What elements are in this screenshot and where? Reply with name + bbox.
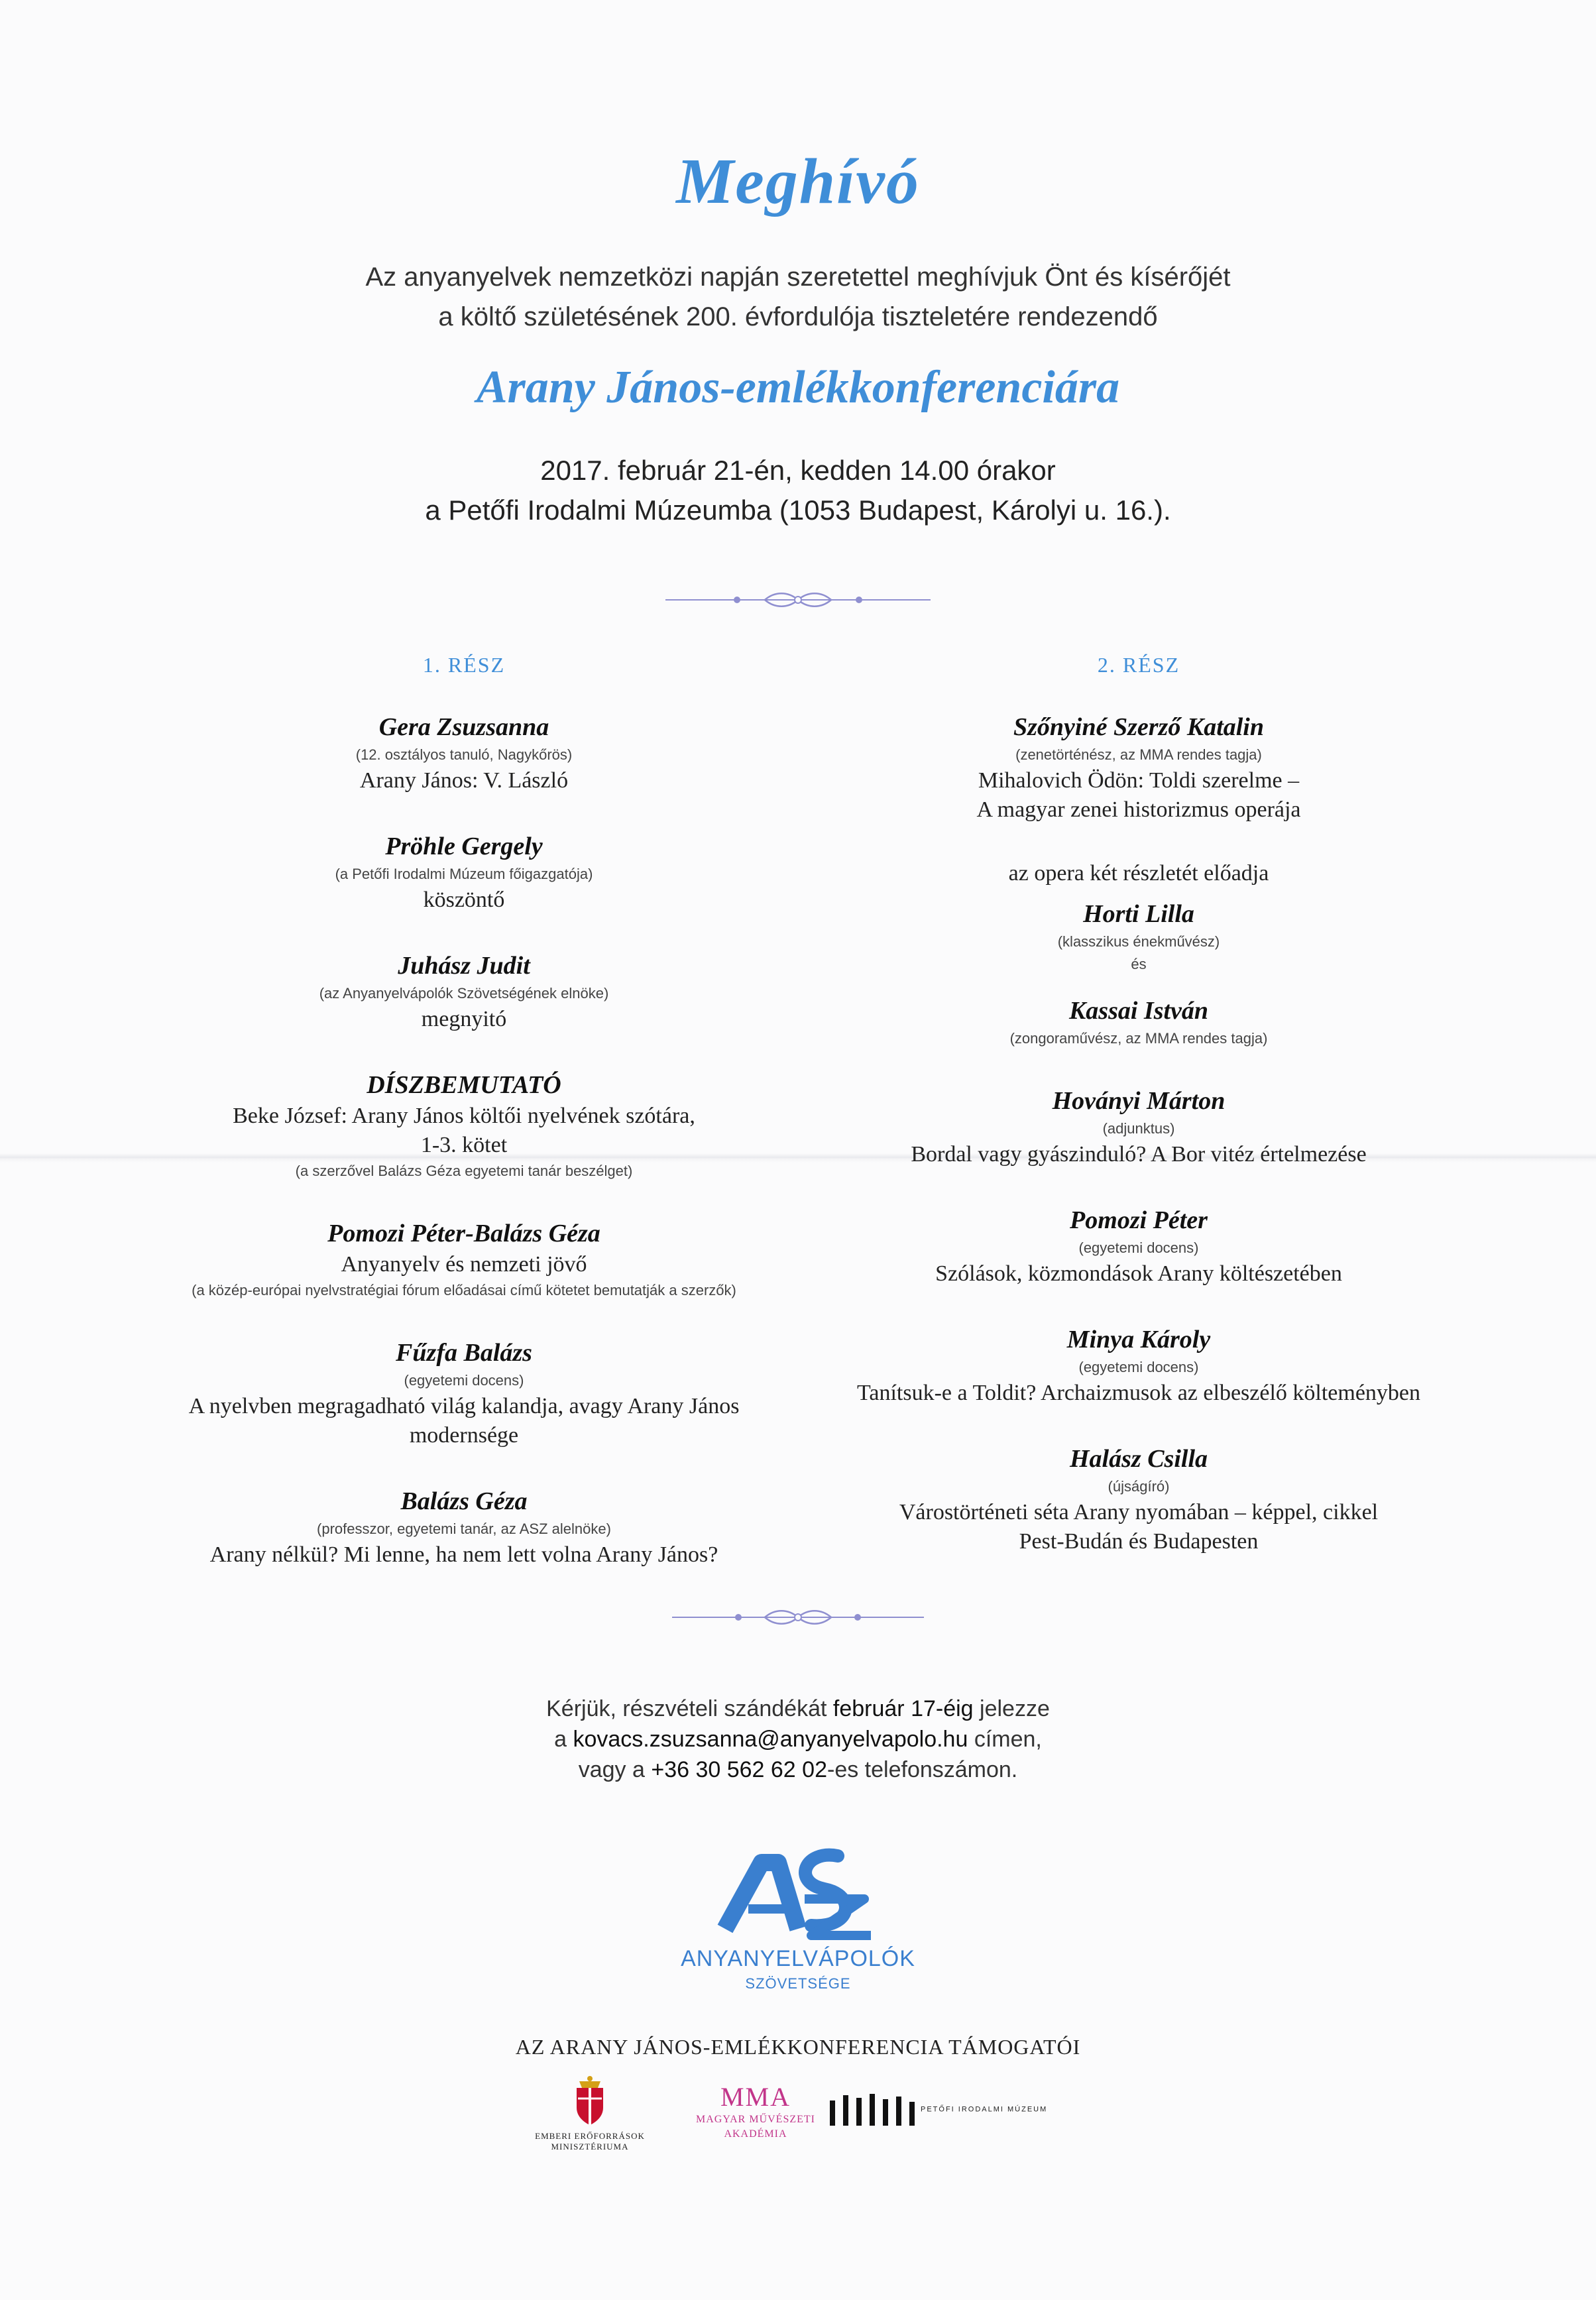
program-item [133,949,795,1034]
speaker-name: Pomozi Péter [1070,1206,1208,1234]
asz-logo [699,1836,897,1945]
speaker-name: Horti Lilla [1083,900,1194,928]
talk-title: megnyitó [421,1007,507,1031]
speaker-role: (12. osztályos tanuló, Nagykőrös) [355,746,573,763]
rsvp-deadline: február 17-éig [832,1696,974,1721]
sponsor-mma [689,2081,822,2142]
part-2-heading: 2. RÉSZ [1097,653,1180,677]
org-name-2: SZÖVETSÉGE [745,1975,851,1992]
ornament-divider-top [665,590,931,610]
rsvp-text-part: jelezze [973,1696,1050,1721]
program-part-2 [807,653,1470,1591]
emmi-line-2: MINISZTÉRIUMA [551,2142,629,2152]
speaker-name: Szőnyiné Szerző Katalin [1013,713,1264,741]
talk-title: köszöntő [423,888,505,912]
speaker-role: (a szerzővel Balázs Géza egyetemi tanár beszélget) [295,1163,633,1179]
talk-title-cont: modernsége [409,1423,519,1448]
speaker-name: Balázs Géza [400,1487,528,1515]
talk-title: A nyelvben megragadható világ kalandja, avagy Arany János [188,1394,740,1418]
program-item [133,830,795,915]
program-item [133,1336,795,1450]
talk-title: Várostörténeti séta Arany nyomában – képpel, cikkel [899,1500,1379,1524]
speaker-role: (a közép-európai nyelvstratégiai fórum előadásai című kötetet bemutatják a szerzők) [192,1282,736,1298]
speaker-name: Fűzfa Balázs [396,1339,532,1367]
talk-title: Arany nélkül? Mi lenne, ha nem lett volna Arany János? [209,1542,718,1567]
speaker-name: Hoványi Márton [1052,1087,1226,1115]
speaker-role: (adjunktus) [1102,1120,1175,1137]
speaker-role: (újságíró) [1108,1478,1170,1495]
speaker-role: (klasszikus énekművész) [1057,933,1220,950]
sponsor-emmi [517,2075,663,2152]
program-item [807,1204,1470,1289]
talk-title-cont: 1-3. kötet [420,1133,508,1157]
rsvp-text-part: -es telefonszámon. [827,1757,1018,1782]
sponsor-pim [828,2091,1080,2128]
talk-title: Tanítsuk-e a Toldit? Archaizmusok az elbeszélő költeményben [857,1381,1420,1405]
section-name: DÍSZBEMUTATÓ [367,1071,561,1099]
speaker-role: (egyetemi docens) [1078,1359,1199,1375]
page-title: Meghívó [676,146,920,217]
mma-line-1: MAGYAR MŰVÉSZETI [696,2114,815,2125]
program-item [133,1068,795,1182]
program-item [807,1442,1470,1556]
rsvp-text-part: címen, [968,1727,1042,1752]
intro-line-2: a költő születésének 200. évfordulója tiszteletére rendezendő [438,302,1158,331]
pim-name: PETŐFI IRODALMI MÚZEUM [921,2105,1048,2114]
program-item [807,1084,1470,1169]
intro-line-1: Az anyanyelvek nemzetközi napján szeretettel meghívjuk Önt és kísérőjét [365,262,1231,292]
ornament-divider-bottom [672,1607,924,1627]
rsvp-line-3 [0,1754,1596,1785]
talk-title: Beke József: Arany János költői nyelvének szótára, [233,1104,695,1128]
event-venue: a Petőfi Irodalmi Múzeumba (1053 Budapest, Károlyi u. 16.). [425,494,1171,526]
talk-title-cont: Pest-Budán és Budapesten [1019,1529,1259,1554]
talk-title: Mihalovich Ödön: Toldi szerelme – [978,768,1300,793]
program-item [133,1217,795,1302]
speaker-name: Kassai István [1068,997,1209,1025]
speaker-role: (az Anyanyelvápolók Szövetségének elnöke) [319,985,609,1002]
speaker-role: (zenetörténész, az MMA rendes tagja) [1015,746,1262,763]
rsvp-text-part: Kérjük, részvételi szándékát [546,1696,833,1721]
event-date: 2017. február 21-én, kedden 14.00 órakor [540,455,1056,486]
speaker-role: (professzor, egyetemi tanár, az ASZ alelnöke) [317,1521,611,1537]
talk-title: Arany János: V. László [359,768,569,793]
rsvp-line-1 [0,1694,1596,1724]
mma-line-2: AKADÉMIA [724,2128,787,2140]
program-item [807,994,1470,1050]
intro-text [0,257,1596,337]
rsvp-text-part: a [554,1727,573,1752]
speaker-role: (a Petőfi Irodalmi Múzeum főigazgatója) [335,866,593,882]
event-time-place [0,451,1596,530]
pim-logo-icon [828,2091,918,2128]
speaker-role: (egyetemi docens) [1078,1239,1199,1256]
talk-title: Szólások, közmondások Arany költészetében [935,1261,1342,1286]
emmi-line-1: EMBERI ERŐFORRÁSOK [535,2131,645,2141]
org-name: ANYANYELVÁPOLÓK [681,1946,915,1971]
rsvp-line-2 [0,1724,1596,1754]
speaker-name: Minya Károly [1066,1326,1211,1353]
speaker-name: Halász Csilla [1070,1445,1208,1473]
program-item [807,1323,1470,1408]
speaker-role: (egyetemi docens) [404,1372,524,1389]
rsvp-text [0,1694,1596,1785]
sponsors-title: AZ ARANY JÁNOS-EMLÉKKONFERENCIA TÁMOGATÓI [515,2035,1081,2059]
speaker-name: Gera Zsuzsanna [378,713,549,741]
speaker-name: Juhász Judit [398,952,530,980]
rsvp-phone: +36 30 562 62 02 [651,1757,827,1782]
conjunction: és [1131,956,1147,972]
part-1-heading: 1. RÉSZ [422,653,506,677]
rsvp-email-link[interactable]: kovacs.zsuzsanna@anyanyelvapolo.hu [573,1727,968,1752]
mma-logo: MMA [720,2082,791,2112]
talk-title: Anyanyelv és nemzeti jövő [341,1252,587,1277]
speaker-name: Pomozi Péter-Balázs Géza [327,1220,600,1247]
coat-of-arms-icon [570,2075,610,2128]
speaker-role: (zongoraművész, az MMA rendes tagja) [1009,1030,1268,1047]
program-item [133,711,795,795]
asz-logo-mark [699,1836,897,1942]
rsvp-text-part: vagy a [578,1757,652,1782]
event-name: Arany János-emlékkonferenciára [476,362,1120,413]
program-item [807,711,1470,825]
talk-title-cont: A magyar zenei historizmus operája [976,797,1301,822]
speaker-name: Pröhle Gergely [385,833,543,860]
program-item [133,1485,795,1570]
performer-intro: az opera két részletét előadja [1008,861,1269,886]
program-item [807,859,1470,976]
program-part-1 [133,653,795,1604]
talk-title: Bordal vagy gyászinduló? A Bor vitéz értelmezése [911,1142,1367,1167]
